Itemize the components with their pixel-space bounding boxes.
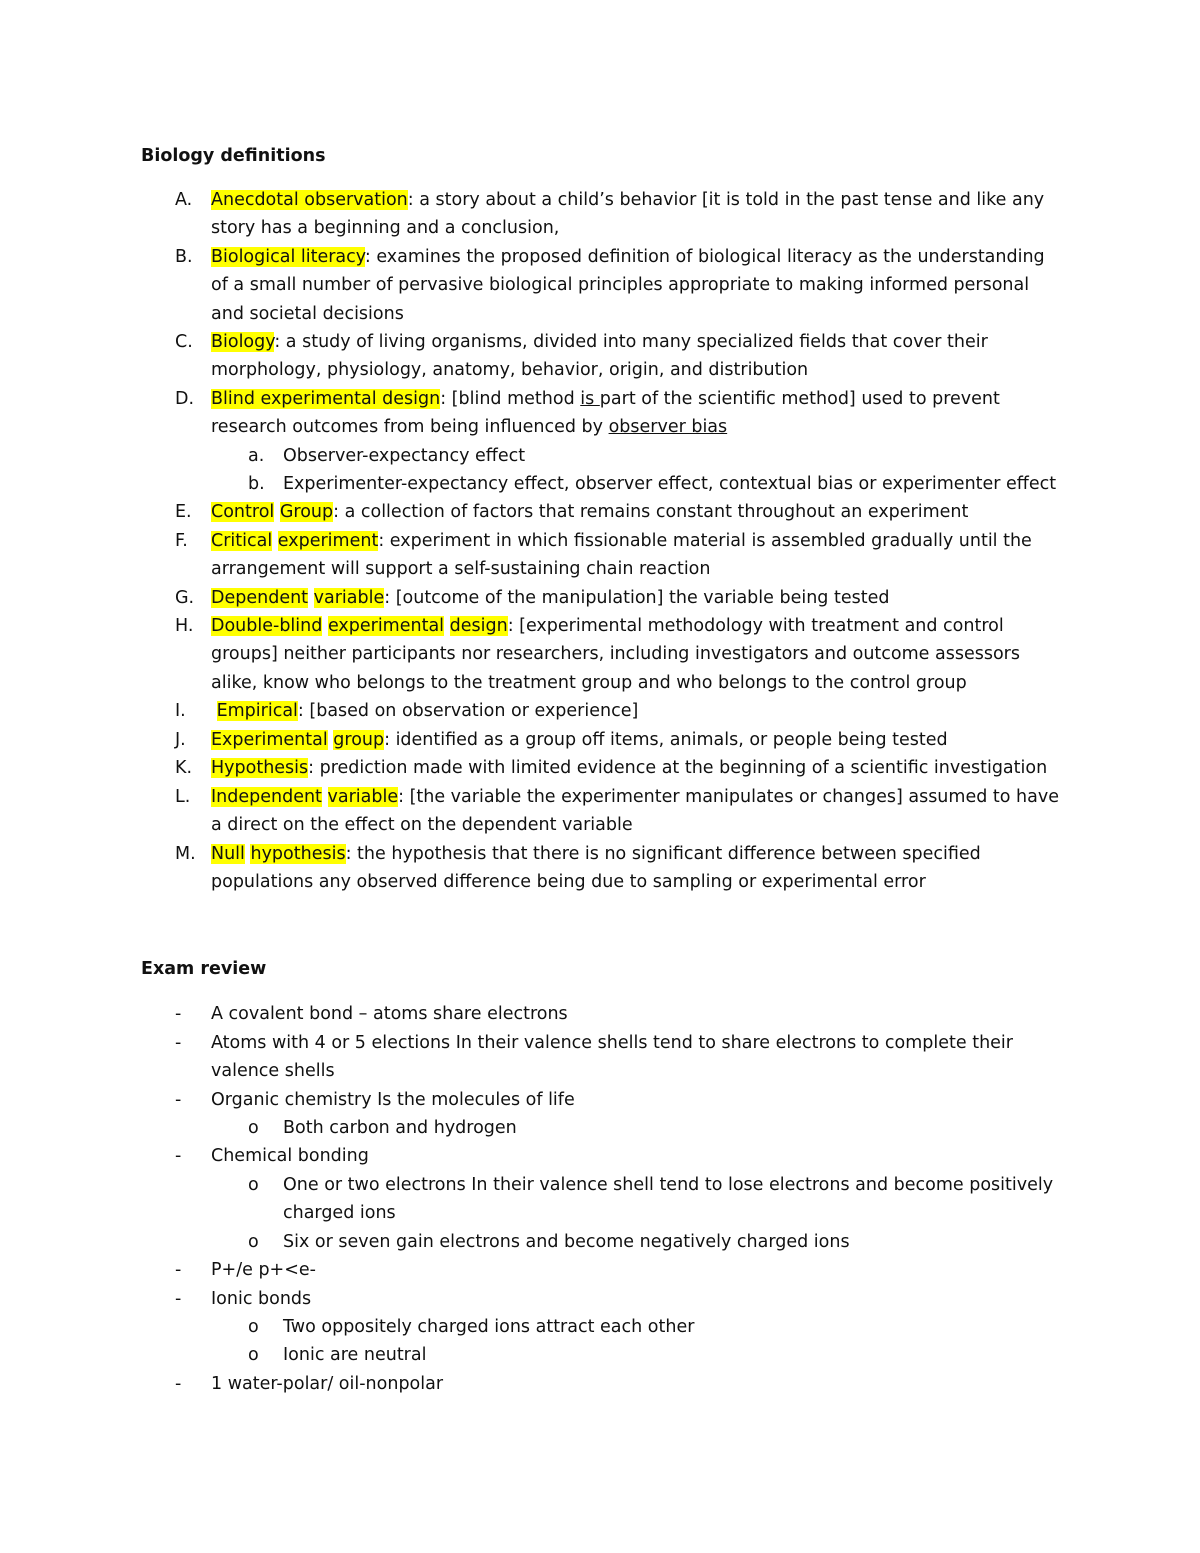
definition-text: : [the variable the experimenter manipulates or changes] assumed to have bbox=[398, 787, 1059, 807]
definition-text: morphology, physiology, anatomy, behavior, origin, and distribution bbox=[211, 360, 809, 381]
term-highlight: group bbox=[333, 730, 385, 750]
list-marker: H. bbox=[175, 616, 194, 636]
term-highlight: Group bbox=[279, 502, 334, 522]
term-highlight: Double-blind bbox=[211, 616, 323, 636]
term-highlight: variable bbox=[327, 787, 399, 807]
dash-marker: - bbox=[175, 1289, 182, 1309]
definition-body bbox=[211, 186, 1044, 243]
bullet-line: Atoms with 4 or 5 elections In their valence shells tend to share electrons to complete their bbox=[211, 1033, 1013, 1053]
bullet-text: P+/e p+<e- bbox=[211, 1260, 316, 1280]
definition-text: story has a beginning and a conclusion, bbox=[211, 218, 560, 239]
circle-marker: o bbox=[248, 1345, 259, 1365]
bullet-text: Chemical bonding bbox=[211, 1146, 369, 1166]
term-highlight: Biology bbox=[211, 332, 275, 352]
term-highlight: Anecdotal observation bbox=[211, 190, 408, 210]
bullet-text bbox=[283, 1171, 1053, 1228]
definition-body bbox=[211, 697, 638, 725]
list-marker: M. bbox=[175, 844, 196, 864]
term-highlight: Biological literacy bbox=[211, 247, 365, 267]
bullet-text: Organic chemistry Is the molecules of life bbox=[211, 1090, 575, 1110]
list-marker: K. bbox=[175, 758, 193, 778]
definition-text: : experiment in which fissionable material is assembled gradually until the bbox=[378, 531, 1032, 551]
list-marker: D. bbox=[175, 389, 195, 409]
term-highlight: hypothesis bbox=[250, 844, 346, 864]
bullet-text: Ionic are neutral bbox=[283, 1345, 427, 1365]
definition-text: : prediction made with limited evidence at the beginning of a scientific investigation bbox=[308, 758, 1048, 778]
dash-marker: - bbox=[175, 1260, 182, 1280]
term-highlight: Independent bbox=[211, 787, 322, 807]
circle-marker: o bbox=[248, 1175, 259, 1195]
underlined-text: is bbox=[580, 389, 600, 409]
bullet-line: charged ions bbox=[283, 1203, 396, 1224]
term-highlight: Experimental bbox=[211, 730, 328, 750]
dash-marker: - bbox=[175, 1374, 182, 1394]
bullet-line: One or two electrons In their valence shell tend to lose electrons and become positively bbox=[283, 1175, 1054, 1195]
term-highlight: Null bbox=[211, 844, 245, 864]
bullet-text: A covalent bond – atoms share electrons bbox=[211, 1004, 568, 1024]
sub-item-text: Observer-expectancy effect bbox=[283, 446, 526, 466]
circle-marker: o bbox=[248, 1232, 259, 1252]
definition-text: : the hypothesis that there is no significant difference between specified bbox=[345, 844, 981, 864]
list-marker: J. bbox=[175, 730, 186, 750]
definition-body bbox=[211, 754, 1047, 782]
definition-body bbox=[211, 243, 1045, 328]
list-marker: A. bbox=[175, 190, 193, 210]
definition-body bbox=[211, 328, 988, 385]
dash-marker: - bbox=[175, 1004, 182, 1024]
definition-text: populations any observed difference being due to sampling or experimental error bbox=[211, 872, 926, 893]
definition-body bbox=[211, 584, 889, 612]
underlined-text: observer bias bbox=[608, 417, 728, 438]
circle-marker: o bbox=[248, 1317, 259, 1337]
term-highlight: Critical bbox=[211, 531, 273, 551]
definition-text: alike, know who belongs to the treatment group and who belongs to the control group bbox=[211, 672, 967, 693]
definition-text: a direct on the effect on the dependent variable bbox=[211, 815, 633, 836]
bullet-text: Six or seven gain electrons and become negatively charged ions bbox=[283, 1232, 850, 1252]
list-marker: E. bbox=[175, 502, 192, 522]
term-highlight: variable bbox=[313, 588, 385, 608]
bullet-text: Two oppositely charged ions attract each other bbox=[283, 1317, 695, 1337]
sub-item-text: Experimenter-expectancy effect, observer effect, contextual bias or experimenter effect bbox=[283, 474, 1057, 494]
list-marker: I. bbox=[175, 701, 186, 721]
bullet-text: Ionic bonds bbox=[211, 1289, 312, 1309]
term-highlight: Hypothesis bbox=[211, 758, 309, 778]
list-marker: a. bbox=[248, 446, 265, 466]
term-highlight: Dependent bbox=[211, 588, 309, 608]
term-highlight: Control bbox=[211, 502, 275, 522]
term-highlight: Blind experimental design bbox=[211, 389, 441, 409]
list-marker: G. bbox=[175, 588, 195, 608]
definition-text: : a collection of factors that remains constant throughout an experiment bbox=[333, 502, 969, 522]
definition-body bbox=[211, 840, 981, 897]
definition-text: : a story about a child’s behavior [it is told in the past tense and like any bbox=[407, 190, 1045, 210]
definition-body bbox=[211, 783, 1059, 840]
definition-body bbox=[211, 385, 1000, 442]
list-marker: B. bbox=[175, 247, 193, 267]
circle-marker: o bbox=[248, 1118, 259, 1138]
exam-review-heading: Exam review bbox=[141, 959, 267, 979]
definition-text: groups] neither participants nor researchers, including investigators and outcome assessors bbox=[211, 644, 1020, 665]
definition-text: research outcomes from being influenced by bbox=[211, 417, 609, 438]
bullet-text: 1 water-polar/ oil-nonpolar bbox=[211, 1374, 444, 1394]
bullet-line: valence shells bbox=[211, 1061, 335, 1082]
dash-marker: - bbox=[175, 1090, 182, 1110]
definition-body bbox=[211, 612, 1020, 697]
dash-marker: - bbox=[175, 1033, 182, 1053]
definitions-heading: Biology definitions bbox=[141, 146, 326, 166]
term-highlight: Empirical bbox=[216, 701, 298, 721]
definition-text: : [based on observation or experience] bbox=[297, 701, 639, 721]
bullet-text bbox=[211, 1029, 1013, 1086]
term-highlight: design bbox=[449, 616, 508, 636]
definition-text: of a small number of pervasive biological principles appropriate to making informed personal bbox=[211, 275, 1030, 296]
definition-body bbox=[211, 498, 968, 526]
term-highlight: experiment bbox=[277, 531, 379, 551]
dash-marker: - bbox=[175, 1146, 182, 1166]
list-marker: b. bbox=[248, 474, 265, 494]
definition-text: and societal decisions bbox=[211, 303, 404, 324]
definition-text: : a study of living organisms, divided into many specialized fields that cover their bbox=[274, 332, 988, 352]
definition-body bbox=[211, 527, 1032, 584]
term-highlight: experimental bbox=[327, 616, 445, 636]
definition-text: : [experimental methodology with treatment and control bbox=[507, 616, 1004, 636]
list-marker: F. bbox=[175, 531, 188, 551]
definition-text: : [blind method bbox=[440, 389, 581, 409]
bullet-text: Both carbon and hydrogen bbox=[283, 1118, 517, 1138]
definition-text: : identified as a group off items, animals, or people being tested bbox=[384, 730, 948, 750]
definition-body bbox=[211, 726, 948, 754]
definition-text: arrangement will support a self-sustaining chain reaction bbox=[211, 559, 711, 580]
list-marker: L. bbox=[175, 787, 191, 807]
definition-text: : examines the proposed definition of biological literacy as the understanding bbox=[364, 247, 1045, 267]
definition-text: part of the scientific method] used to prevent bbox=[599, 389, 1000, 409]
definition-text: : [outcome of the manipulation] the variable being tested bbox=[384, 588, 890, 608]
list-marker: C. bbox=[175, 332, 193, 352]
